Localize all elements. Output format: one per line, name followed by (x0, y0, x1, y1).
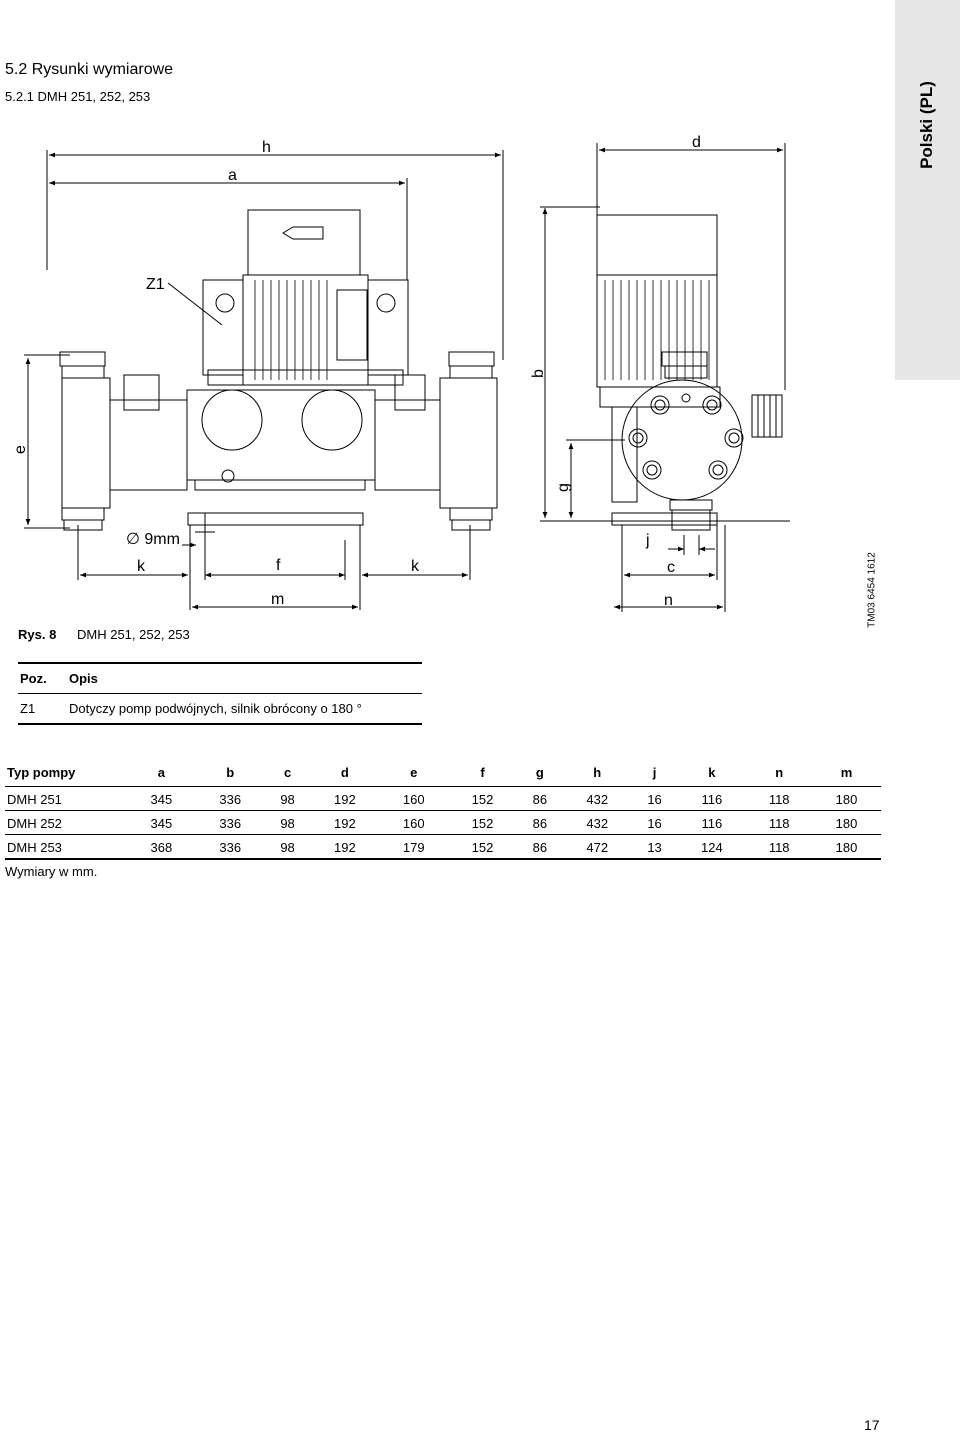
dim-label-e: e (12, 445, 29, 454)
table-cell: 86 (517, 811, 563, 835)
dimension-table (5, 761, 881, 860)
table-cell: 180 (812, 787, 881, 811)
table-cell: 98 (265, 787, 311, 811)
position-header-poz: Poz. (18, 663, 67, 694)
table-cell: 16 (632, 787, 678, 811)
position-cell: Dotyczy pomp podwójnych, silnik obrócony o 180 ° (67, 694, 422, 725)
dim-label-c: c (667, 559, 675, 576)
table-cell: DMH 252 (5, 811, 127, 835)
header-cell: g (517, 761, 563, 787)
section-title: 5.2 Rysunki wymiarowe (5, 61, 174, 78)
dim-label-n: n (664, 592, 673, 609)
table-row (5, 811, 881, 835)
table-cell: 432 (563, 787, 632, 811)
table-header-row (5, 761, 881, 787)
table-cell: 152 (448, 787, 517, 811)
header-cell: f (448, 761, 517, 787)
position-cell: Z1 (18, 694, 67, 725)
table-cell: 152 (448, 835, 517, 860)
header-cell: a (127, 761, 196, 787)
header-cell: h (563, 761, 632, 787)
table-row (18, 694, 422, 725)
table-cell: 118 (746, 811, 812, 835)
table-cell: 180 (812, 811, 881, 835)
table-cell: 180 (812, 835, 881, 860)
footnote: Wymiary w mm. (5, 864, 98, 879)
table-cell: DMH 251 (5, 787, 127, 811)
dim-label-hole: ∅ 9mm (126, 531, 180, 548)
dimension-drawing (0, 130, 895, 630)
table-row (5, 787, 881, 811)
dim-label-g: g (555, 483, 572, 492)
table-cell: 179 (379, 835, 448, 860)
table-cell: 116 (678, 811, 747, 835)
language-side-tab (895, 0, 960, 380)
table-cell: 98 (265, 811, 311, 835)
table-cell: 116 (678, 787, 747, 811)
table-cell: 192 (311, 787, 380, 811)
table-cell: 368 (127, 835, 196, 860)
table-cell: DMH 253 (5, 835, 127, 860)
header-cell: e (379, 761, 448, 787)
table-cell: 345 (127, 811, 196, 835)
table-cell: 16 (632, 811, 678, 835)
table-cell: 160 (379, 811, 448, 835)
header-cell: c (265, 761, 311, 787)
dim-label-b: b (530, 369, 547, 378)
dim-label-m: m (271, 591, 285, 608)
table-cell: 192 (311, 811, 380, 835)
dim-label-d: d (692, 134, 701, 151)
table-cell: 160 (379, 787, 448, 811)
position-table (18, 662, 422, 725)
table-cell: 336 (196, 787, 265, 811)
table-cell: 124 (678, 835, 747, 860)
table-row (5, 835, 881, 860)
header-cell: k (678, 761, 747, 787)
figure-number: Rys. 8 (18, 627, 57, 642)
header-cell: m (812, 761, 881, 787)
dim-label-z1: Z1 (146, 276, 165, 293)
table-cell: 118 (746, 787, 812, 811)
table-cell: 86 (517, 835, 563, 860)
figure-caption (18, 627, 190, 642)
table-cell: 13 (632, 835, 678, 860)
dim-label-k-right: k (411, 558, 419, 575)
table-cell: 345 (127, 787, 196, 811)
table-cell: 336 (196, 835, 265, 860)
table-cell: 118 (746, 835, 812, 860)
table-cell: 192 (311, 835, 380, 860)
figure-text: DMH 251, 252, 253 (77, 627, 190, 642)
table-cell: 98 (265, 835, 311, 860)
header-cell: j (632, 761, 678, 787)
header-cell: n (746, 761, 812, 787)
dim-label-j: j (646, 532, 650, 549)
header-cell: d (311, 761, 380, 787)
position-header-opis: Opis (67, 663, 422, 694)
dim-label-k-left: k (137, 558, 145, 575)
subsection-title: 5.2.1 DMH 251, 252, 253 (5, 89, 151, 104)
header-cell: Typ pompy (5, 761, 127, 787)
dim-label-f: f (276, 557, 281, 574)
dim-label-h: h (262, 139, 271, 156)
page-number: 17 (864, 1417, 880, 1433)
table-cell: 152 (448, 811, 517, 835)
table-cell: 472 (563, 835, 632, 860)
table-cell: 432 (563, 811, 632, 835)
dim-label-a: a (228, 167, 237, 184)
header-cell: b (196, 761, 265, 787)
table-cell: 86 (517, 787, 563, 811)
table-cell: 336 (196, 811, 265, 835)
